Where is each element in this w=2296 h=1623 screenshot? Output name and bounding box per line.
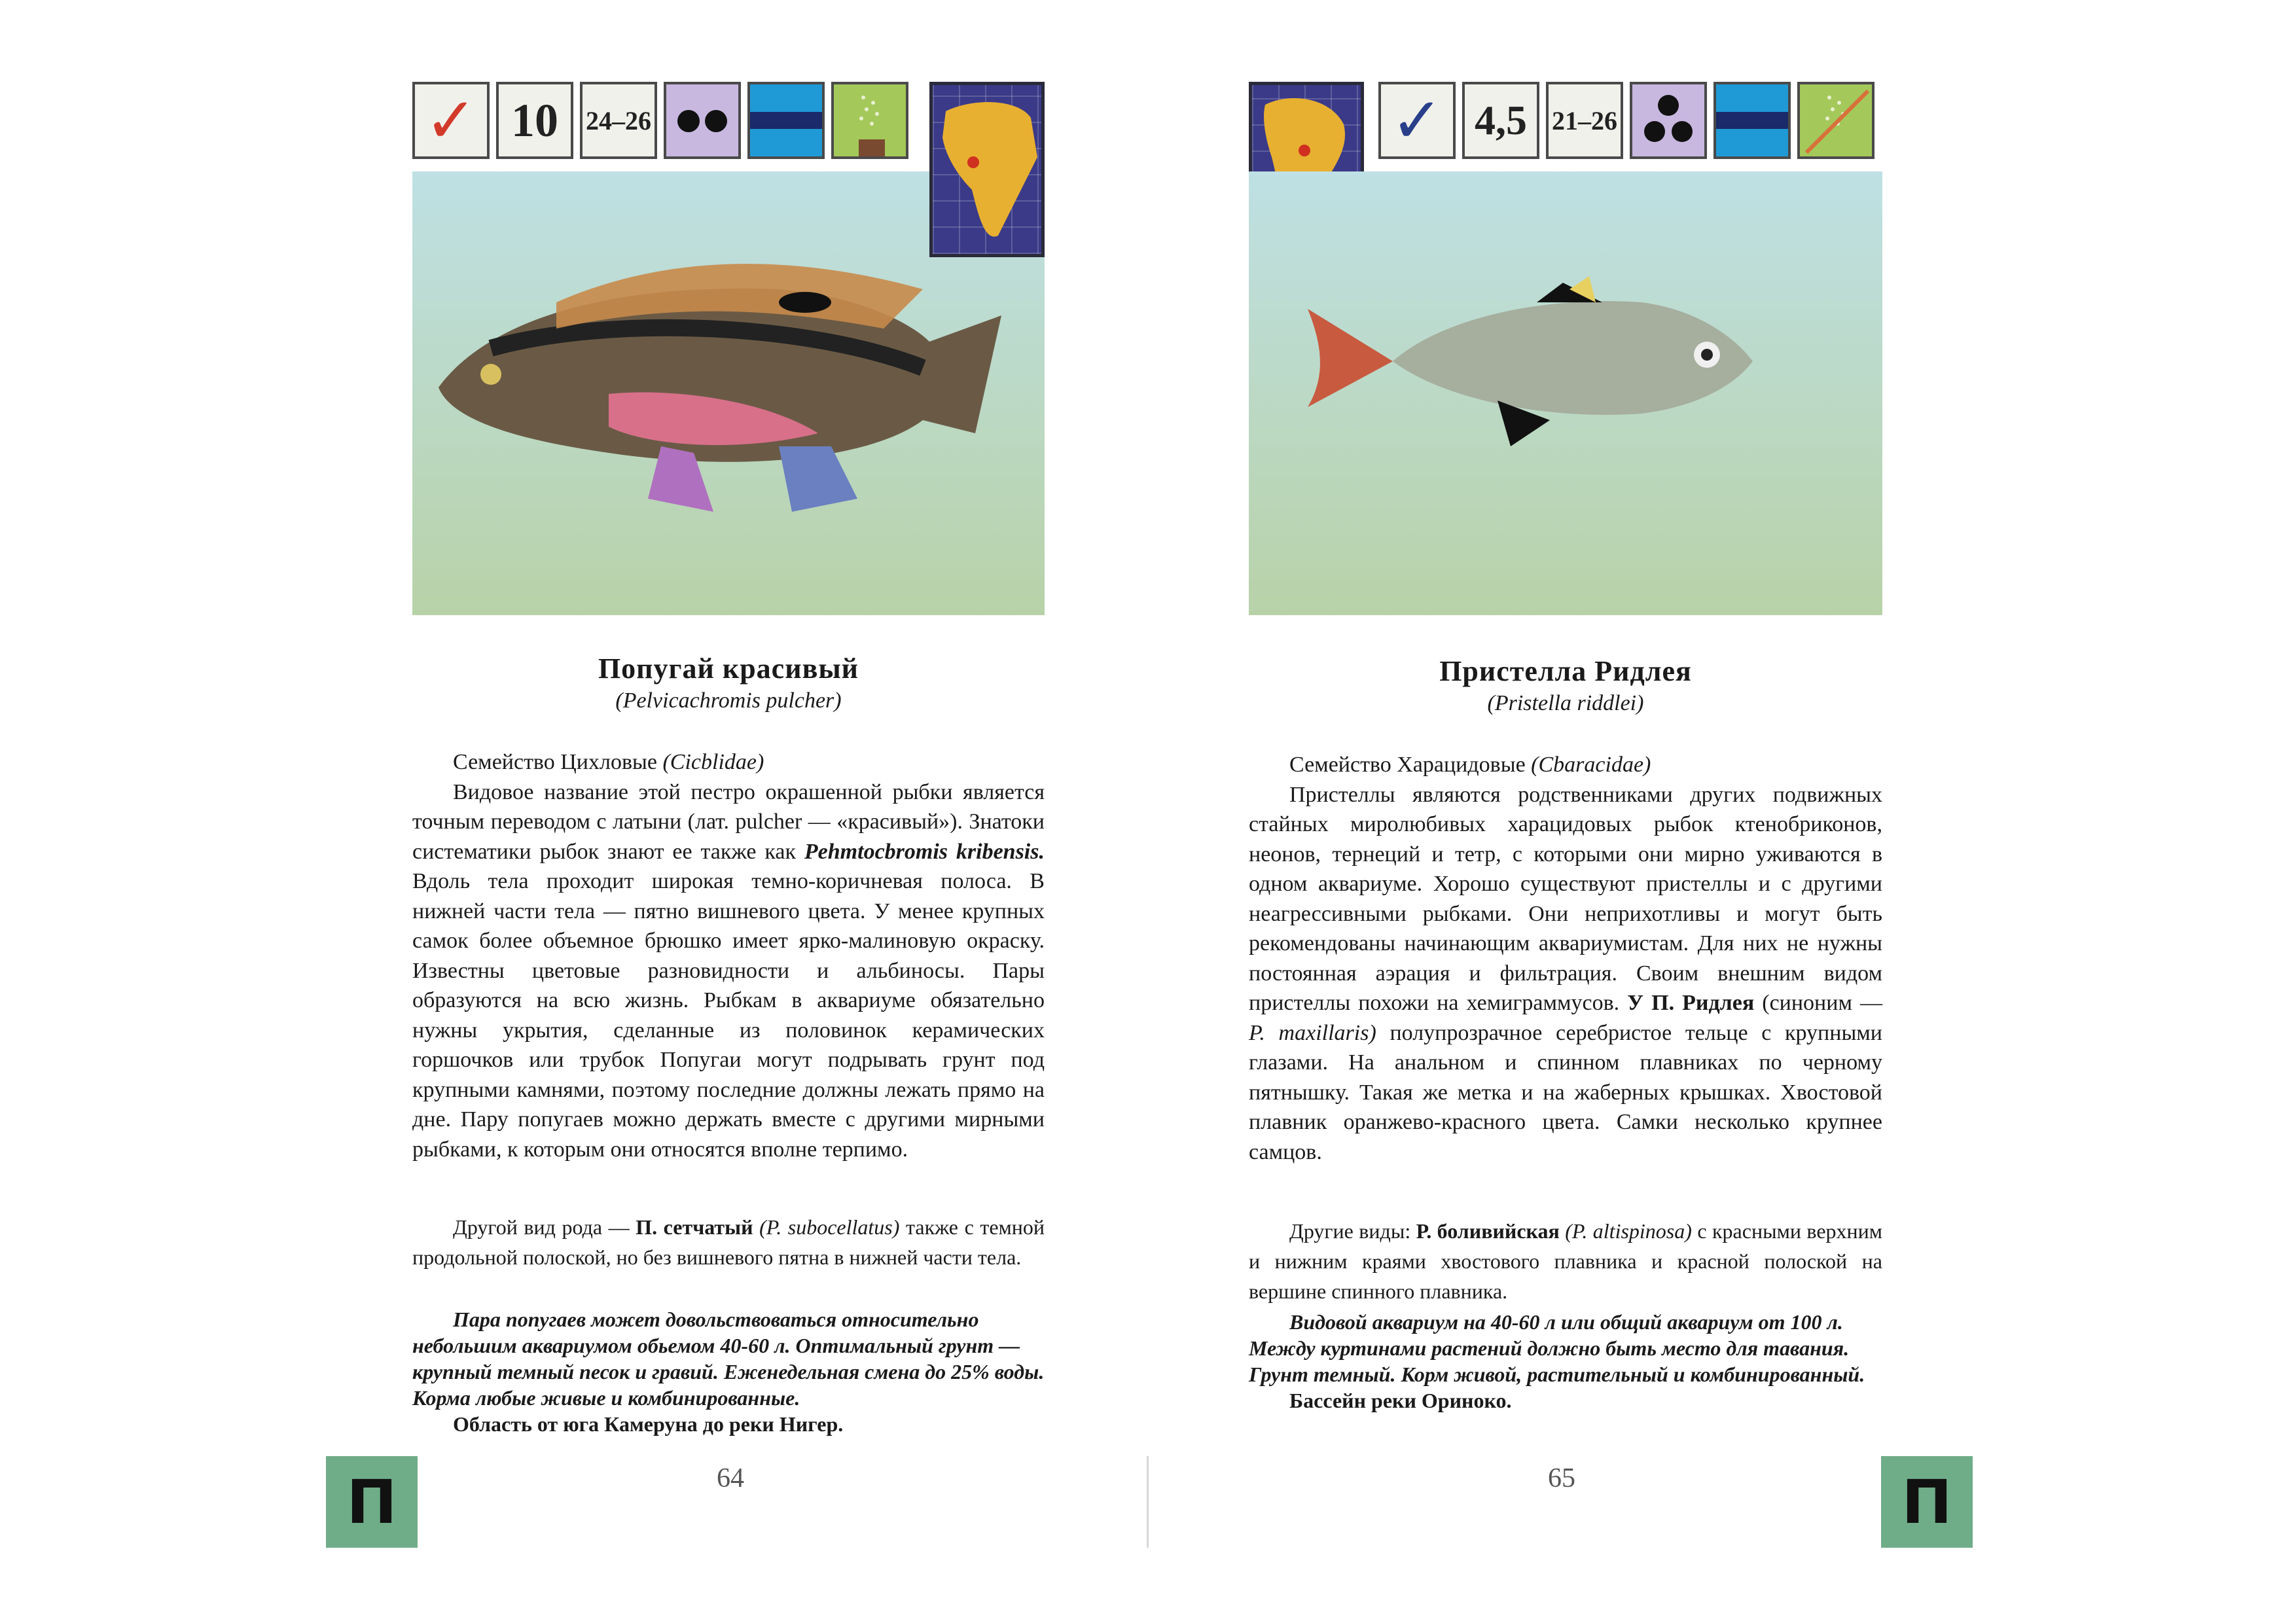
related-species: Другие виды: Р. боливийская (P. altispinosa) с красными верхним и нижним краями хвостового плавника и красной полоской на вершине спинного плавника. bbox=[1249, 1219, 1883, 1303]
water-level-icon bbox=[1713, 82, 1791, 159]
substrate-crossed-icon bbox=[1797, 82, 1874, 159]
temperature-icon: 21–26 bbox=[1546, 82, 1623, 159]
region-line: Область от юга Камеруна до реки Нигер. bbox=[453, 1412, 844, 1436]
care-notes: Видовой аквариум на 40-60 л или общий аквариум от 100 л. Между куртинами растений должно быть место для тавания. Грунт темный. Корм живой, растительный и комбинированный. Бассейн реки Ориноко. bbox=[1249, 1309, 1903, 1414]
swim-level-dots-icon bbox=[1630, 82, 1707, 159]
substrate-plant-icon bbox=[831, 82, 908, 159]
tolerance-check-icon: ✓ bbox=[1378, 82, 1456, 159]
family-line: Семейство Харацидовые (Cbaracidae) bbox=[1289, 753, 1651, 777]
species-title: Попугай красивый bbox=[598, 652, 859, 685]
species-description bbox=[1249, 750, 1882, 1167]
tolerance-check-icon: ✓ bbox=[412, 82, 490, 159]
description-paragraph: Пристеллы являются родственниками других подвижных стайных миролюбивых харацидовых рыбок ктенобриконов, неонов, тернеций и тетр, с которыми они мирно уживаются в одном аквариуме. Хорошо существуют пристеллы и с другими неагрессивными рыбками. Они неприхотливы и могут быть рекомендованы начинающим аквариумистам. Для них не нужны постоянная аэрация и фильтрация. Своим внешним видом пристеллы похожи на хемиграммусов. У П. Ридлея (синоним — P. maxillaris) полупрозрачное серебристое тельце с крупными глазами. На анальном и спинном плавниках по черному пятнышку. Такая же метка и на жаберных крышках. Хвостовой плавник оранжево-красного цвета. Самки несколько крупнее самцов. bbox=[1249, 782, 1883, 1164]
temperature-icon: 24–26 bbox=[580, 82, 657, 159]
page-number: 65 bbox=[1548, 1463, 1575, 1493]
related-species: Другой вид рода — П. сетчатый (P. subocellatus) также с темной продольной полоской, но без вишневого пятна в нижней части тела. bbox=[412, 1215, 1045, 1269]
swim-level-dots-icon bbox=[664, 82, 741, 159]
care-notes: Пара попугаев может довольствоваться относительно небольшим аквариумом обьемом 40-60 л. Оптимальный грунт — крупный темный песок и гравий. Еженедельная смена до 25% воды. Корма любые живые и комбинированные. Область от юга Камеруна до реки Нигер. bbox=[412, 1306, 1067, 1437]
page-number: 64 bbox=[717, 1463, 744, 1493]
section-tab: П bbox=[1881, 1456, 1973, 1548]
species-latin-name: (Pristella riddlei) bbox=[1487, 691, 1644, 715]
fish-photo bbox=[1249, 171, 1882, 615]
size-icon: 4,5 bbox=[1462, 82, 1539, 159]
species-title: Пристелла Ридлея bbox=[1439, 655, 1692, 687]
size-icon: 10 bbox=[496, 82, 573, 159]
region-line: Бассейн реки Ориноко. bbox=[1289, 1389, 1512, 1412]
africa-range-map bbox=[929, 82, 1045, 257]
section-tab: П bbox=[326, 1456, 418, 1548]
book-spine bbox=[1147, 1456, 1149, 1548]
water-level-icon bbox=[747, 82, 825, 159]
description-paragraph: Видовое название этой пестро окрашенной рыбки является точным переводом с латыни (лат. pulcher — «красивый»). Знатоки систематики рыбок знают ее также как Pehmtocbromis kribensis. Вдоль тела проходит широкая темно-коричневая полоса. В нижней части тела — пятно вишневого цвета. У менее крупных самок более объемное брюшко имеет ярко-малиновую окраску. Известны цветовые разновидности и альбиносы. Пары образуются на всю жизнь. Рыбкам в аквариуме обязательно нужны укрытия, сделанные из половинок керамических горшочков или трубок Попугаи могут подрывать грунт под крупными камнями, поэтому последние должны лежать прямо на дне. Пару попугаев можно держать вместе с другими мирными рыбками, к которым они относятся вполне терпимо. bbox=[412, 779, 1045, 1162]
species-description bbox=[412, 747, 1045, 1164]
family-line: Семейство Цихловые (Cicblidae) bbox=[453, 750, 764, 774]
species-latin-name: (Pelvicachromis pulcher) bbox=[615, 688, 842, 713]
